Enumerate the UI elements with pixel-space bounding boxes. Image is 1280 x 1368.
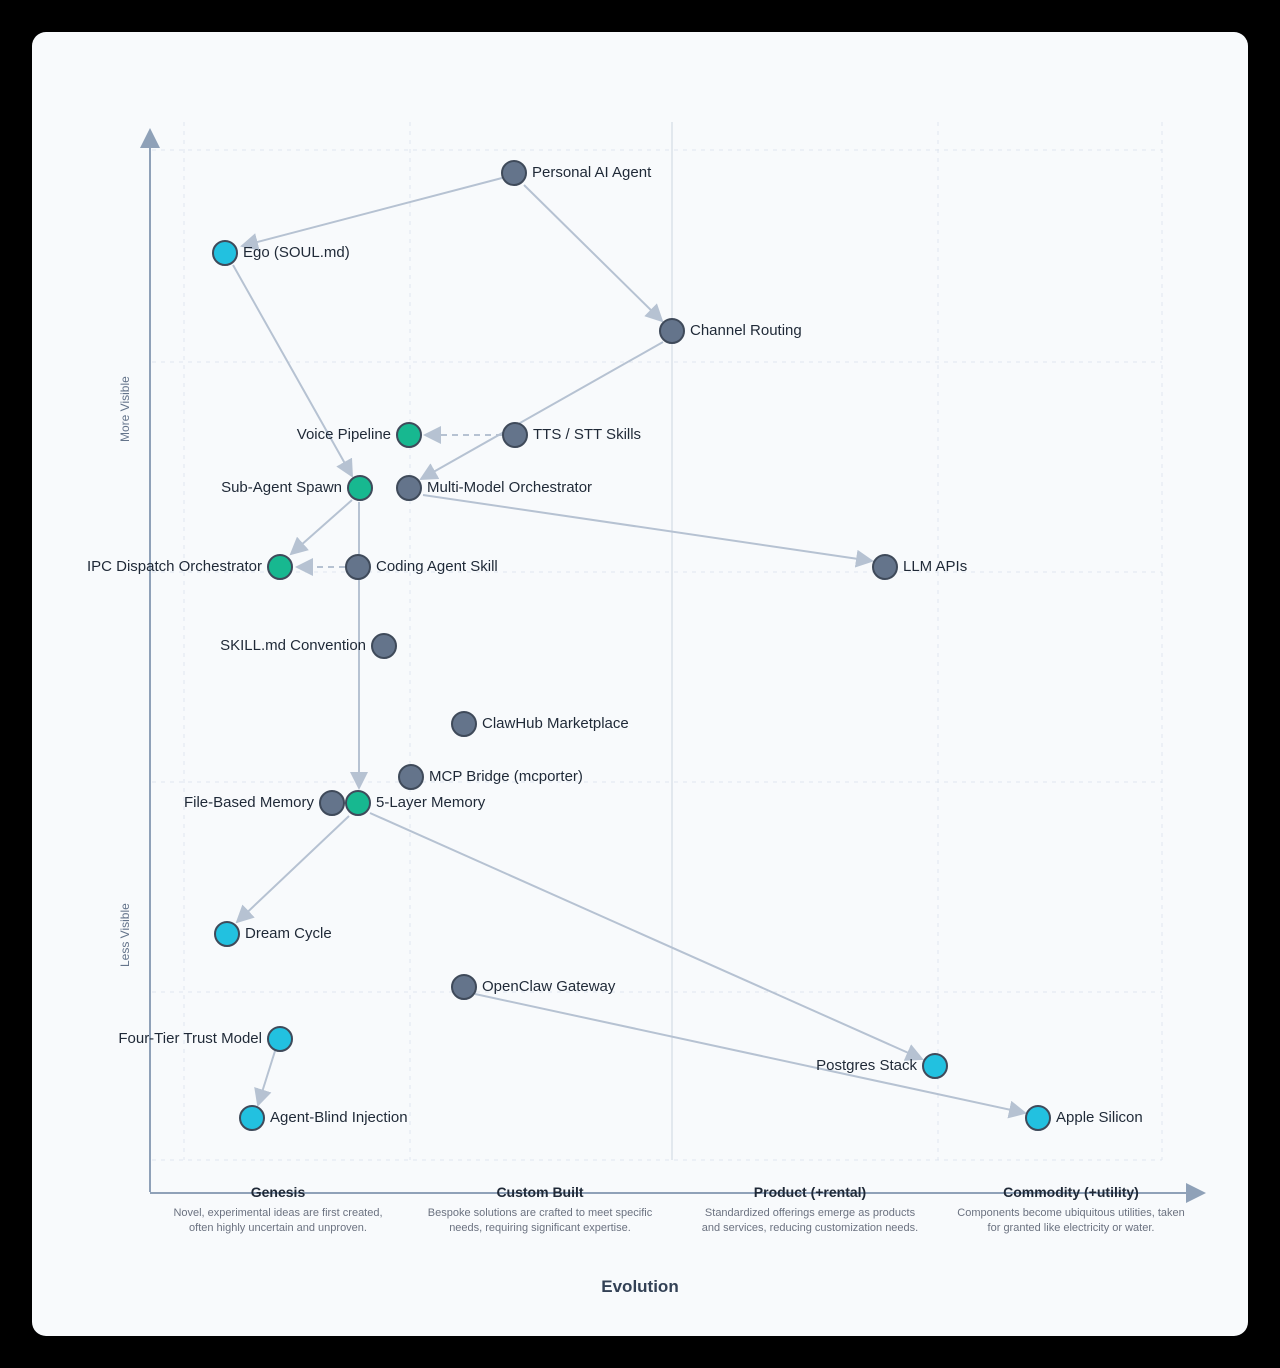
evolution-stage-3: [956, 1184, 1186, 1236]
map-node-label-ego-soul-md: Ego (SOUL.md): [243, 244, 350, 261]
evolution-stage-description: Bespoke solutions are crafted to meet specific needs, requiring significant expertise.: [427, 1207, 653, 1234]
evolution-stage-2: [695, 1184, 925, 1236]
map-node-label-tts-stt-skills: TTS / STT Skills: [533, 426, 642, 443]
link-ego-subagent: [233, 265, 352, 476]
map-node-label-skill-md-convention: SKILL.md Convention: [220, 637, 366, 654]
map-node-label-dream-cycle: Dream Cycle: [245, 925, 332, 942]
map-node-dream-cycle[interactable]: [215, 922, 239, 946]
link-gateway-apple: [475, 994, 1025, 1113]
map-node-mcp-bridge[interactable]: [399, 765, 423, 789]
evolution-stage-description: Components become ubiquitous utilities, taken for granted like electricity or water.: [957, 1207, 1185, 1234]
map-node-openclaw-gateway[interactable]: [452, 975, 476, 999]
map-node-label-file-based-memory: File-Based Memory: [183, 794, 314, 811]
map-node-label-apple-silicon: Apple Silicon: [1056, 1109, 1143, 1126]
map-node-label-dispatch-orchestrator: IPC Dispatch Orchestrator: [86, 558, 262, 575]
map-node-label-five-layer-memory: 5-Layer Memory: [376, 794, 486, 811]
evolution-stage-name: Commodity (+utility): [1003, 1184, 1139, 1200]
map-node-five-layer-memory[interactable]: [346, 791, 370, 815]
link-personal-channel: [524, 185, 662, 321]
map-node-label-mcp-bridge: MCP Bridge (mcporter): [429, 768, 583, 785]
map-node-llm-apis[interactable]: [873, 555, 897, 579]
map-node-label-clawhub-marketplace: ClawHub Marketplace: [482, 715, 629, 732]
y-axis-label-top: More Visible: [118, 376, 132, 442]
map-node-label-sub-agent-spawn: Sub-Agent Spawn: [221, 479, 342, 496]
map-node-label-coding-agent-skill: Coding Agent Skill: [376, 558, 498, 575]
evolution-stage-name: Genesis: [250, 1184, 306, 1200]
map-node-label-multi-model-orchestrator: Multi-Model Orchestrator: [427, 479, 593, 496]
map-node-label-personal-ai-agent: Personal AI Agent: [532, 164, 652, 181]
link-memory-dream: [237, 816, 349, 922]
map-node-label-llm-apis: LLM APIs: [903, 558, 968, 575]
map-node-channel-routing[interactable]: [660, 319, 684, 343]
map-node-postgres-stack[interactable]: [923, 1054, 947, 1078]
map-node-label-voice-pipeline: Voice Pipeline: [296, 426, 391, 443]
map-node-voice-pipeline[interactable]: [397, 423, 421, 447]
evolution-stage-description: Standardized offerings emerge as products and services, reducing customization needs.: [701, 1207, 919, 1234]
map-node-dispatch-orchestrator[interactable]: [268, 555, 292, 579]
map-node-agent-blind-injection[interactable]: [240, 1106, 264, 1130]
map-node-label-channel-routing: Channel Routing: [690, 322, 802, 339]
map-node-four-tier-trust-model[interactable]: [268, 1027, 292, 1051]
link-channel-orchestrator: [421, 342, 663, 479]
map-node-label-agent-blind-injection: Agent-Blind Injection: [270, 1109, 408, 1126]
evolution-stage-name: Custom Built: [496, 1184, 584, 1200]
link-personal-ego: [242, 178, 502, 246]
map-node-skill-md-convention[interactable]: [372, 634, 396, 658]
map-node-file-based-memory[interactable]: [320, 791, 344, 815]
evolution-stage-description: Novel, experimental ideas are first created, often highly uncertain and unproven.: [173, 1207, 383, 1234]
map-node-tts-stt-skills[interactable]: [503, 423, 527, 447]
x-axis-title: Evolution: [601, 1277, 679, 1296]
map-node-personal-ai-agent[interactable]: [502, 161, 526, 185]
map-node-multi-model-orchestrator[interactable]: [397, 476, 421, 500]
evolution-stage-name: Product (+rental): [753, 1184, 867, 1200]
map-plot: [32, 32, 1248, 1336]
map-node-coding-agent-skill[interactable]: [346, 555, 370, 579]
map-node-apple-silicon[interactable]: [1026, 1106, 1050, 1130]
map-node-label-postgres-stack: Postgres Stack: [816, 1057, 917, 1074]
y-axis-label-bottom: Less Visible: [118, 903, 132, 967]
map-node-label-openclaw-gateway: OpenClaw Gateway: [482, 978, 616, 995]
link-subagent-dispatch: [291, 500, 352, 554]
map-node-label-four-tier-trust-model: Four-Tier Trust Model: [118, 1030, 262, 1047]
map-node-sub-agent-spawn[interactable]: [348, 476, 372, 500]
evolution-stage-1: [425, 1184, 655, 1236]
evolution-stage-0: [163, 1184, 393, 1236]
map-node-ego-soul-md[interactable]: [213, 241, 237, 265]
link-memory-postgres: [370, 813, 922, 1059]
map-node-clawhub-marketplace[interactable]: [452, 712, 476, 736]
wardley-map-card: [32, 32, 1248, 1336]
link-orchestrator-llm: [423, 495, 872, 561]
